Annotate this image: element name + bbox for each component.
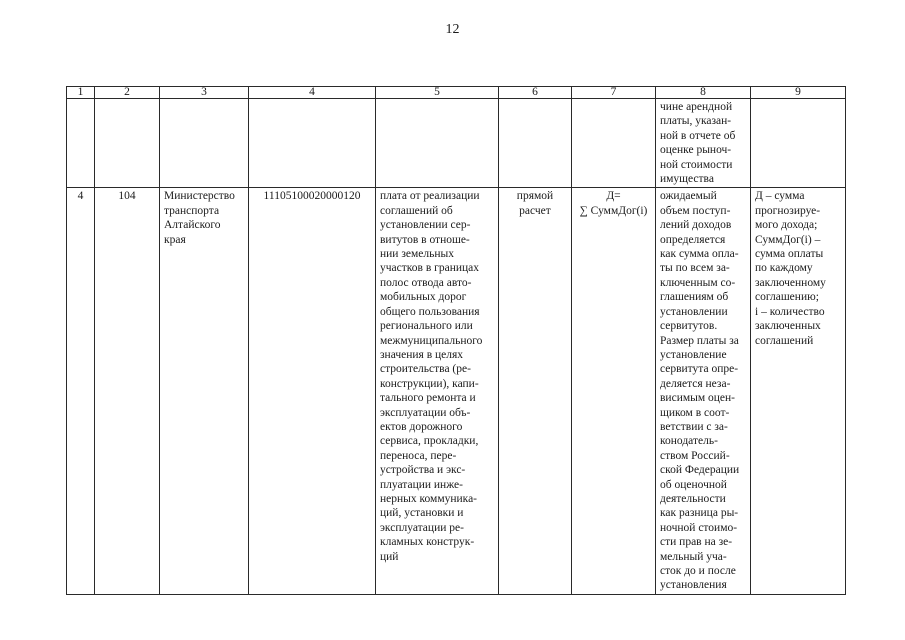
formula-indicators: Д – сумма прогнозируе- мого дохода; СуммДог(i) – сумма оплаты по каждому заключенному соглашению; i – количество заключенных соглашений [751, 188, 846, 594]
column-header-3: 3 [160, 87, 249, 99]
table-cell [751, 99, 846, 188]
method-description-continuation: чине арендной платы, указан- ной в отчете об оценке рыноч- ной стоимости имущества [656, 99, 751, 188]
table-cell [376, 99, 499, 188]
row-number: 4 [67, 188, 95, 594]
table-header-row [67, 87, 846, 99]
revenue-description: плата от реализации соглашений об установлении сер- витутов в отноше- нии земельных участков в границах полос отвода авто- мобильных дорог общего пользования регионального или межмуниципального значения в целях строительства (ре- конструкции), капи- тального ремонта и эксплуатации объ- ектов дорожного сервиса, прокладки, переноса, пере- устройства и экс- плуатации инже- нерных коммуника- ций, установки и эксплуатации ре- кламных конструк- ций [376, 188, 499, 594]
administrator-name: Министерство транспорта Алтайского края [160, 188, 249, 594]
table-cell [499, 99, 572, 188]
table-cell [95, 99, 160, 188]
column-header-1: 1 [67, 87, 95, 99]
table-row-main [67, 188, 846, 594]
table-cell [67, 99, 95, 188]
column-header-5: 5 [376, 87, 499, 99]
table-cell [249, 99, 376, 188]
table-row-continuation [67, 99, 846, 188]
column-header-4: 4 [249, 87, 376, 99]
column-header-2: 2 [95, 87, 160, 99]
column-header-7: 7 [572, 87, 656, 99]
column-header-6: 6 [499, 87, 572, 99]
page-number: 12 [445, 22, 460, 37]
method-description: ожидаемый объем поступ- лений доходов определяется как сумма опла- ты по всем за- ключенным со- глашениям об установлении сервитутов. Размер платы за установление сервитута опре- деляется неза- висимым оцен- щиком в соот- ветствии с за- конодатель- ством Россий- ской Федерации об оценочной деятельности как разница ры- ночной стоимо- сти прав на зе- мельный уча- сток до и после установления [656, 188, 751, 594]
administrator-code: 104 [95, 188, 160, 594]
calculation-formula: Д= ∑ СуммДог(i) [572, 188, 656, 594]
budget-table [66, 86, 846, 595]
table-cell [160, 99, 249, 188]
table-cell [572, 99, 656, 188]
budget-classification-code: 11105100020000120 [249, 188, 376, 594]
column-header-8: 8 [656, 87, 751, 99]
column-header-9: 9 [751, 87, 846, 99]
calculation-method: прямой расчет [499, 188, 572, 594]
